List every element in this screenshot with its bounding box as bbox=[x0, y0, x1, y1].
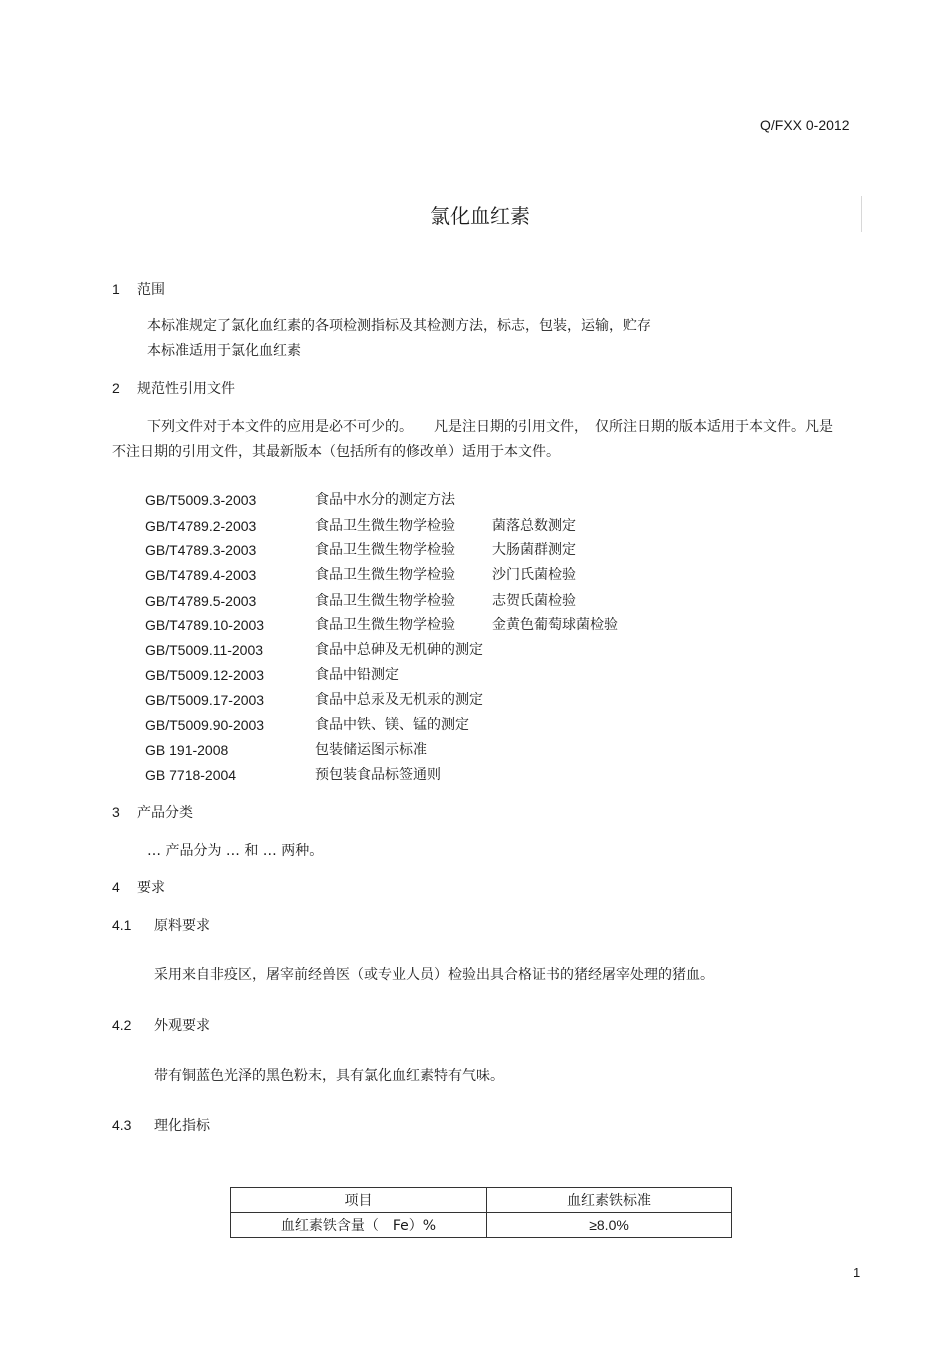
document-code: Q/FXX 0-2012 bbox=[760, 117, 850, 133]
table-cell: 血红素铁含量（ Fe）% bbox=[231, 1213, 487, 1238]
reference-title: 食品卫生微生物学检验 bbox=[315, 518, 455, 534]
reference-title: 食品中总砷及无机砷的测定 bbox=[315, 642, 483, 658]
page-number: 1 bbox=[853, 1265, 861, 1280]
reference-code: GB/T4789.2-2003 bbox=[145, 518, 257, 534]
section-4-3-heading bbox=[112, 1115, 210, 1136]
section-title: 原料要求 bbox=[154, 918, 210, 934]
reference-subtitle: 金黄色葡萄球菌检验 bbox=[492, 617, 618, 633]
section-title: 范围 bbox=[137, 282, 165, 298]
section-number: 4.2 bbox=[112, 1017, 132, 1033]
reference-title: 食品中总汞及无机汞的测定 bbox=[315, 692, 483, 708]
document-title: 氯化血红素 bbox=[430, 204, 530, 228]
section-number: 2 bbox=[112, 380, 120, 396]
section-title: 外观要求 bbox=[154, 1018, 210, 1034]
appearance-text: 带有铜蓝色光泽的黑色粉末，具有氯化血红素特有气味。 bbox=[154, 1068, 504, 1084]
physicochemical-table bbox=[230, 1187, 732, 1238]
reference-title: 食品卫生微生物学检验 bbox=[315, 617, 455, 633]
reference-title: 预包装食品标签通则 bbox=[315, 767, 441, 783]
reference-code: GB/T4789.10-2003 bbox=[145, 617, 265, 633]
reference-title: 食品中铁、镁、锰的测定 bbox=[315, 717, 469, 733]
scope-line-1: 本标准规定了氯化血红素的各项检测指标及其检测方法，标志，包装，运输，贮存 bbox=[147, 318, 651, 334]
section-4-2-heading bbox=[112, 1015, 210, 1036]
reference-title: 包装储运图示标准 bbox=[315, 742, 427, 758]
section-4-heading bbox=[112, 877, 165, 898]
section-number: 4.3 bbox=[112, 1117, 132, 1133]
section-1-heading bbox=[112, 279, 165, 300]
section-number: 4 bbox=[112, 879, 120, 895]
reference-code: GB 7718-2004 bbox=[145, 767, 237, 783]
classification-text: … 产品分为 … 和 … 两种。 bbox=[147, 843, 324, 859]
reference-title: 食品卫生微生物学检验 bbox=[315, 567, 455, 583]
reference-title: 食品卫生微生物学检验 bbox=[315, 542, 455, 558]
table-cell: ≥8.0% bbox=[487, 1213, 732, 1238]
reference-code: GB/T4789.5-2003 bbox=[145, 593, 257, 609]
reference-code: GB 191-2008 bbox=[145, 742, 229, 758]
section-number: 4.1 bbox=[112, 917, 132, 933]
section-4-1-heading bbox=[112, 915, 210, 936]
reference-subtitle: 沙门氏菌检验 bbox=[492, 567, 576, 583]
reference-code: GB/T5009.90-2003 bbox=[145, 717, 265, 733]
table-header-cell: 项目 bbox=[231, 1188, 487, 1213]
section-number: 1 bbox=[112, 281, 120, 297]
reference-code: GB/T5009.17-2003 bbox=[145, 692, 265, 708]
section-number: 3 bbox=[112, 804, 120, 820]
section-title: 要求 bbox=[137, 880, 165, 896]
reference-subtitle: 志贺氏菌检验 bbox=[492, 593, 576, 609]
reference-title: 食品卫生微生物学检验 bbox=[315, 593, 455, 609]
reference-title: 食品中水分的测定方法 bbox=[315, 492, 455, 508]
reference-code: GB/T5009.11-2003 bbox=[145, 642, 264, 658]
reference-code: GB/T5009.12-2003 bbox=[145, 667, 265, 683]
section-title: 理化指标 bbox=[154, 1118, 210, 1134]
reference-code: GB/T5009.3-2003 bbox=[145, 492, 257, 508]
raw-material-text: 采用来自非疫区，屠宰前经兽医（或专业人员）检验出具合格证书的猪经屠宰处理的猪血。 bbox=[154, 967, 714, 983]
scope-line-2: 本标准适用于氯化血红素 bbox=[147, 343, 301, 359]
table-header-row bbox=[231, 1188, 732, 1213]
table-row bbox=[231, 1213, 732, 1238]
reference-code: GB/T4789.4-2003 bbox=[145, 567, 257, 583]
section-2-heading bbox=[112, 378, 235, 399]
table-header-cell: 血红素铁标准 bbox=[487, 1188, 732, 1213]
section-3-heading bbox=[112, 802, 193, 823]
reference-subtitle: 大肠菌群测定 bbox=[492, 542, 576, 558]
reference-code: GB/T4789.3-2003 bbox=[145, 542, 257, 558]
section-title: 产品分类 bbox=[137, 805, 193, 821]
normative-references-paragraph: 下列文件对于本文件的应用是必不可少的。 凡是注日期的引用文件， 仅所注日期的版本适用于本文件。凡是不注日期的引用文件，其最新版本（包括所有的修改单）适用于本文件。 bbox=[112, 419, 833, 460]
reference-title: 食品中铅测定 bbox=[315, 667, 399, 683]
section-title: 规范性引用文件 bbox=[137, 381, 235, 397]
reference-subtitle: 菌落总数测定 bbox=[492, 518, 576, 534]
